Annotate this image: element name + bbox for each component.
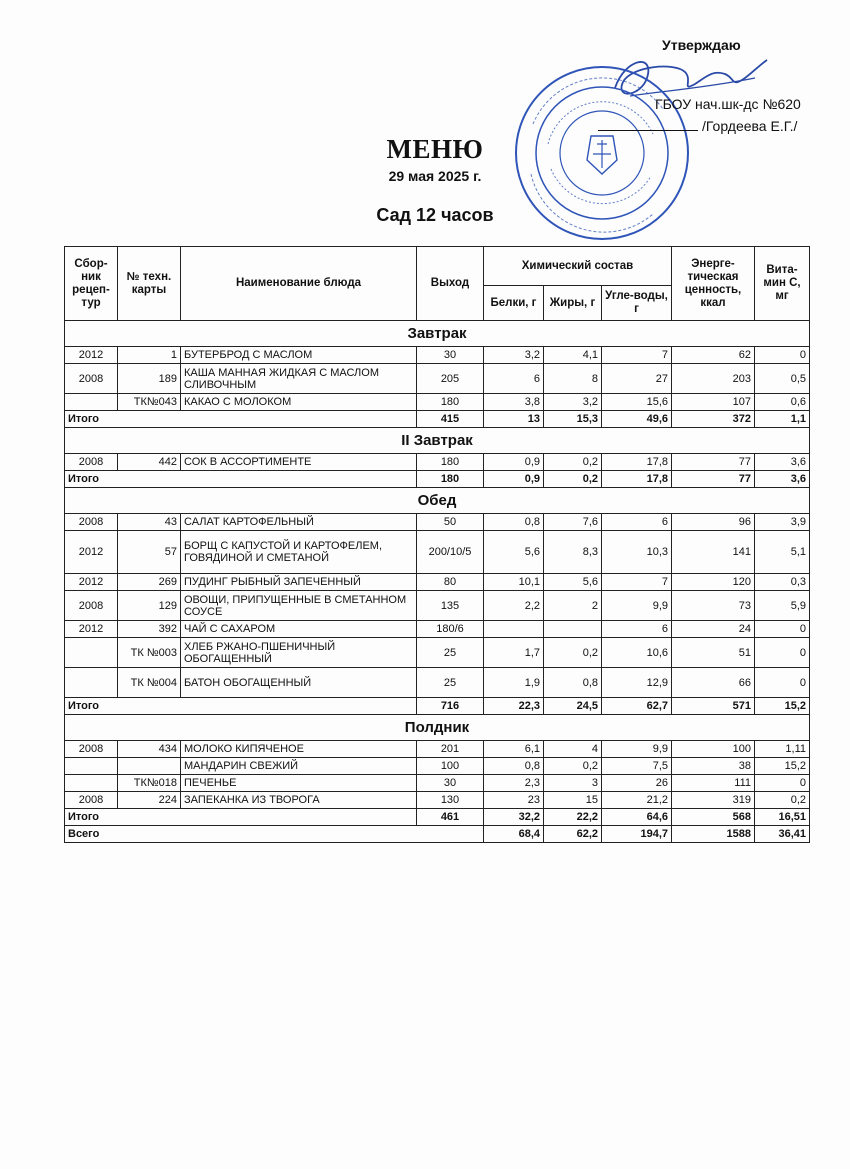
total-output: 415	[417, 411, 484, 428]
total-fat: 22,2	[544, 809, 602, 826]
cell-card: 392	[118, 621, 181, 638]
cell-collection: 2012	[65, 531, 118, 574]
table-row	[65, 394, 810, 411]
cell-protein: 5,6	[484, 531, 544, 574]
cell-card: 129	[118, 591, 181, 621]
cell-energy: 38	[672, 758, 755, 775]
section-title: Обед	[65, 488, 810, 514]
cell-energy: 73	[672, 591, 755, 621]
cell-dish-name: ХЛЕБ РЖАНО-ПШЕНИЧНЫЙ ОБОГАЩЕННЫЙ	[181, 638, 417, 668]
cell-energy: 203	[672, 364, 755, 394]
total-vitc: 16,51	[755, 809, 810, 826]
cell-energy: 66	[672, 668, 755, 698]
total-vitc: 15,2	[755, 698, 810, 715]
total-output: 461	[417, 809, 484, 826]
cell-energy: 96	[672, 514, 755, 531]
signature-blank	[598, 118, 698, 131]
cell-protein: 0,8	[484, 758, 544, 775]
cell-fat: 0,8	[544, 668, 602, 698]
cell-carbs: 7	[602, 347, 672, 364]
cell-dish-name: КАКАО С МОЛОКОМ	[181, 394, 417, 411]
cell-carbs: 21,2	[602, 792, 672, 809]
cell-collection	[65, 394, 118, 411]
grand-total-carbs: 194,7	[602, 826, 672, 843]
header-vitc: Вита-мин С, мг	[755, 247, 810, 321]
cell-dish-name: ПЕЧЕНЬЕ	[181, 775, 417, 792]
header-collection: Сбор-ник рецеп-тур	[65, 247, 118, 321]
cell-output: 180	[417, 394, 484, 411]
table-row	[65, 347, 810, 364]
total-carbs: 62,7	[602, 698, 672, 715]
cell-collection: 2012	[65, 574, 118, 591]
cell-collection: 2008	[65, 514, 118, 531]
cell-card: 224	[118, 792, 181, 809]
section-title: Завтрак	[65, 321, 810, 347]
cell-energy: 100	[672, 741, 755, 758]
table-row	[65, 792, 810, 809]
header-name: Наименование блюда	[181, 247, 417, 321]
total-carbs: 49,6	[602, 411, 672, 428]
cell-output: 130	[417, 792, 484, 809]
cell-card: ТК№043	[118, 394, 181, 411]
cell-collection: 2008	[65, 454, 118, 471]
grand-total-protein: 68,4	[484, 826, 544, 843]
cell-collection: 2008	[65, 792, 118, 809]
cell-energy: 111	[672, 775, 755, 792]
cell-carbs: 27	[602, 364, 672, 394]
cell-collection: 2008	[65, 591, 118, 621]
cell-energy: 107	[672, 394, 755, 411]
cell-output: 200/10/5	[417, 531, 484, 574]
section-title: Полдник	[65, 715, 810, 741]
cell-protein: 0,8	[484, 514, 544, 531]
cell-carbs: 6	[602, 621, 672, 638]
menu-date: 29 мая 2025 г.	[388, 168, 482, 184]
cell-dish-name: ЧАЙ С САХАРОМ	[181, 621, 417, 638]
cell-energy: 120	[672, 574, 755, 591]
menu-body	[65, 321, 810, 843]
cell-energy: 51	[672, 638, 755, 668]
total-label: Итого	[65, 471, 417, 488]
section-row	[65, 321, 810, 347]
cell-carbs: 12,9	[602, 668, 672, 698]
cell-vitc: 3,6	[755, 454, 810, 471]
total-row	[65, 411, 810, 428]
grand-total-vitc: 36,41	[755, 826, 810, 843]
cell-dish-name: СОК В АССОРТИМЕНТЕ	[181, 454, 417, 471]
cell-carbs: 17,8	[602, 454, 672, 471]
cell-carbs: 6	[602, 514, 672, 531]
cell-card: 269	[118, 574, 181, 591]
cell-fat: 0,2	[544, 758, 602, 775]
cell-card: ТК№018	[118, 775, 181, 792]
total-energy: 571	[672, 698, 755, 715]
total-label: Итого	[65, 698, 417, 715]
cell-vitc: 3,9	[755, 514, 810, 531]
cell-vitc: 0,6	[755, 394, 810, 411]
total-fat: 24,5	[544, 698, 602, 715]
cell-output: 180/6	[417, 621, 484, 638]
signatory-name: /Гордеева Е.Г./	[702, 118, 798, 134]
cell-output: 201	[417, 741, 484, 758]
grand-total-fat: 62,2	[544, 826, 602, 843]
cell-carbs: 9,9	[602, 741, 672, 758]
cell-card	[118, 758, 181, 775]
total-label: Итого	[65, 809, 417, 826]
total-output: 180	[417, 471, 484, 488]
cell-dish-name: САЛАТ КАРТОФЕЛЬНЫЙ	[181, 514, 417, 531]
school-name: ГБОУ нач.шк-дс №620	[655, 96, 801, 112]
header-output: Выход	[417, 247, 484, 321]
cell-vitc: 0,2	[755, 792, 810, 809]
cell-dish-name: БОРЩ С КАПУСТОЙ И КАРТОФЕЛЕМ, ГОВЯДИНОЙ И СМЕТАНОЙ	[181, 531, 417, 574]
cell-fat: 4,1	[544, 347, 602, 364]
cell-output: 180	[417, 454, 484, 471]
total-carbs: 17,8	[602, 471, 672, 488]
table-row	[65, 514, 810, 531]
cell-dish-name: ПУДИНГ РЫБНЫЙ ЗАПЕЧЕННЫЙ	[181, 574, 417, 591]
official-seal-stamp	[513, 64, 691, 242]
table-row	[65, 638, 810, 668]
cell-energy: 319	[672, 792, 755, 809]
approve-label: Утверждаю	[662, 37, 741, 53]
section-title: II Завтрак	[65, 428, 810, 454]
total-fat: 0,2	[544, 471, 602, 488]
cell-fat: 8	[544, 364, 602, 394]
page-title: МЕНЮ	[386, 134, 484, 164]
cell-vitc: 5,9	[755, 591, 810, 621]
cell-protein: 2,2	[484, 591, 544, 621]
total-output: 716	[417, 698, 484, 715]
table-row	[65, 741, 810, 758]
cell-collection: 2008	[65, 364, 118, 394]
total-carbs: 64,6	[602, 809, 672, 826]
table-row	[65, 668, 810, 698]
cell-vitc: 0	[755, 347, 810, 364]
cell-output: 50	[417, 514, 484, 531]
total-protein: 32,2	[484, 809, 544, 826]
cell-protein: 1,7	[484, 638, 544, 668]
cell-fat: 0,2	[544, 454, 602, 471]
cell-collection	[65, 775, 118, 792]
cell-carbs: 15,6	[602, 394, 672, 411]
cell-energy: 24	[672, 621, 755, 638]
cell-card: 189	[118, 364, 181, 394]
cell-card: ТК №004	[118, 668, 181, 698]
cell-dish-name: МАНДАРИН СВЕЖИЙ	[181, 758, 417, 775]
cell-protein: 1,9	[484, 668, 544, 698]
cell-output: 80	[417, 574, 484, 591]
total-fat: 15,3	[544, 411, 602, 428]
cell-output: 135	[417, 591, 484, 621]
header-energy: Энерге-тическая ценность, ккал	[672, 247, 755, 321]
table-row	[65, 621, 810, 638]
cell-dish-name: БАТОН ОБОГАЩЕННЫЙ	[181, 668, 417, 698]
cell-protein: 10,1	[484, 574, 544, 591]
table-row	[65, 775, 810, 792]
table-row	[65, 591, 810, 621]
cell-vitc: 0,5	[755, 364, 810, 394]
cell-fat: 15	[544, 792, 602, 809]
cell-protein: 6,1	[484, 741, 544, 758]
header-card: № техн. карты	[118, 247, 181, 321]
cell-card: 434	[118, 741, 181, 758]
cell-protein: 6	[484, 364, 544, 394]
header-fat: Жиры, г	[544, 286, 602, 321]
cell-dish-name: ОВОЩИ, ПРИПУЩЕННЫЕ В СМЕТАННОМ СОУСЕ	[181, 591, 417, 621]
cell-carbs: 10,3	[602, 531, 672, 574]
cell-carbs: 9,9	[602, 591, 672, 621]
total-row	[65, 698, 810, 715]
cell-fat: 2	[544, 591, 602, 621]
cell-card: 57	[118, 531, 181, 574]
cell-card: ТК №003	[118, 638, 181, 668]
table-row	[65, 574, 810, 591]
cell-collection	[65, 668, 118, 698]
cell-fat: 4	[544, 741, 602, 758]
cell-collection: 2012	[65, 347, 118, 364]
cell-output: 25	[417, 668, 484, 698]
menu-table	[64, 246, 810, 843]
total-label: Итого	[65, 411, 417, 428]
cell-card: 442	[118, 454, 181, 471]
total-energy: 568	[672, 809, 755, 826]
cell-fat: 3,2	[544, 394, 602, 411]
cell-vitc: 0	[755, 621, 810, 638]
signature-line	[598, 118, 797, 134]
cell-fat: 5,6	[544, 574, 602, 591]
cell-carbs: 26	[602, 775, 672, 792]
cell-fat: 0,2	[544, 638, 602, 668]
cell-vitc: 0	[755, 638, 810, 668]
cell-fat: 3	[544, 775, 602, 792]
menu-group: Сад 12 часов	[376, 205, 494, 225]
cell-vitc: 0,3	[755, 574, 810, 591]
cell-energy: 77	[672, 454, 755, 471]
cell-output: 30	[417, 775, 484, 792]
cell-dish-name: ЗАПЕКАНКА ИЗ ТВОРОГА	[181, 792, 417, 809]
section-row	[65, 428, 810, 454]
total-protein: 13	[484, 411, 544, 428]
grand-total-row	[65, 826, 810, 843]
cell-vitc: 0	[755, 668, 810, 698]
total-vitc: 1,1	[755, 411, 810, 428]
cell-dish-name: МОЛОКО КИПЯЧЕНОЕ	[181, 741, 417, 758]
cell-energy: 141	[672, 531, 755, 574]
cell-collection: 2008	[65, 741, 118, 758]
cell-card: 43	[118, 514, 181, 531]
cell-output: 100	[417, 758, 484, 775]
cell-carbs: 7,5	[602, 758, 672, 775]
total-energy: 372	[672, 411, 755, 428]
table-row	[65, 454, 810, 471]
cell-fat	[544, 621, 602, 638]
cell-protein: 3,2	[484, 347, 544, 364]
total-vitc: 3,6	[755, 471, 810, 488]
cell-protein: 0,9	[484, 454, 544, 471]
total-protein: 0,9	[484, 471, 544, 488]
cell-vitc: 15,2	[755, 758, 810, 775]
grand-total-label: Всего	[65, 826, 484, 843]
cell-energy: 62	[672, 347, 755, 364]
cell-dish-name: КАША МАННАЯ ЖИДКАЯ С МАСЛОМ СЛИВОЧНЫМ	[181, 364, 417, 394]
header-chem: Химический состав	[484, 247, 672, 286]
cell-protein	[484, 621, 544, 638]
cell-collection	[65, 758, 118, 775]
total-row	[65, 471, 810, 488]
cell-vitc: 0	[755, 775, 810, 792]
cell-output: 205	[417, 364, 484, 394]
cell-output: 25	[417, 638, 484, 668]
table-row	[65, 531, 810, 574]
header-protein: Белки, г	[484, 286, 544, 321]
table-row	[65, 758, 810, 775]
cell-fat: 8,3	[544, 531, 602, 574]
total-energy: 77	[672, 471, 755, 488]
cell-collection: 2012	[65, 621, 118, 638]
cell-vitc: 5,1	[755, 531, 810, 574]
grand-total-energy: 1588	[672, 826, 755, 843]
cell-output: 30	[417, 347, 484, 364]
total-protein: 22,3	[484, 698, 544, 715]
cell-carbs: 7	[602, 574, 672, 591]
header-carbs: Угле-воды, г	[602, 286, 672, 321]
total-row	[65, 809, 810, 826]
cell-protein: 3,8	[484, 394, 544, 411]
cell-card: 1	[118, 347, 181, 364]
cell-dish-name: БУТЕРБРОД С МАСЛОМ	[181, 347, 417, 364]
table-row	[65, 364, 810, 394]
cell-fat: 7,6	[544, 514, 602, 531]
section-row	[65, 715, 810, 741]
cell-vitc: 1,11	[755, 741, 810, 758]
cell-protein: 2,3	[484, 775, 544, 792]
cell-collection	[65, 638, 118, 668]
section-row	[65, 488, 810, 514]
cell-carbs: 10,6	[602, 638, 672, 668]
cell-protein: 23	[484, 792, 544, 809]
